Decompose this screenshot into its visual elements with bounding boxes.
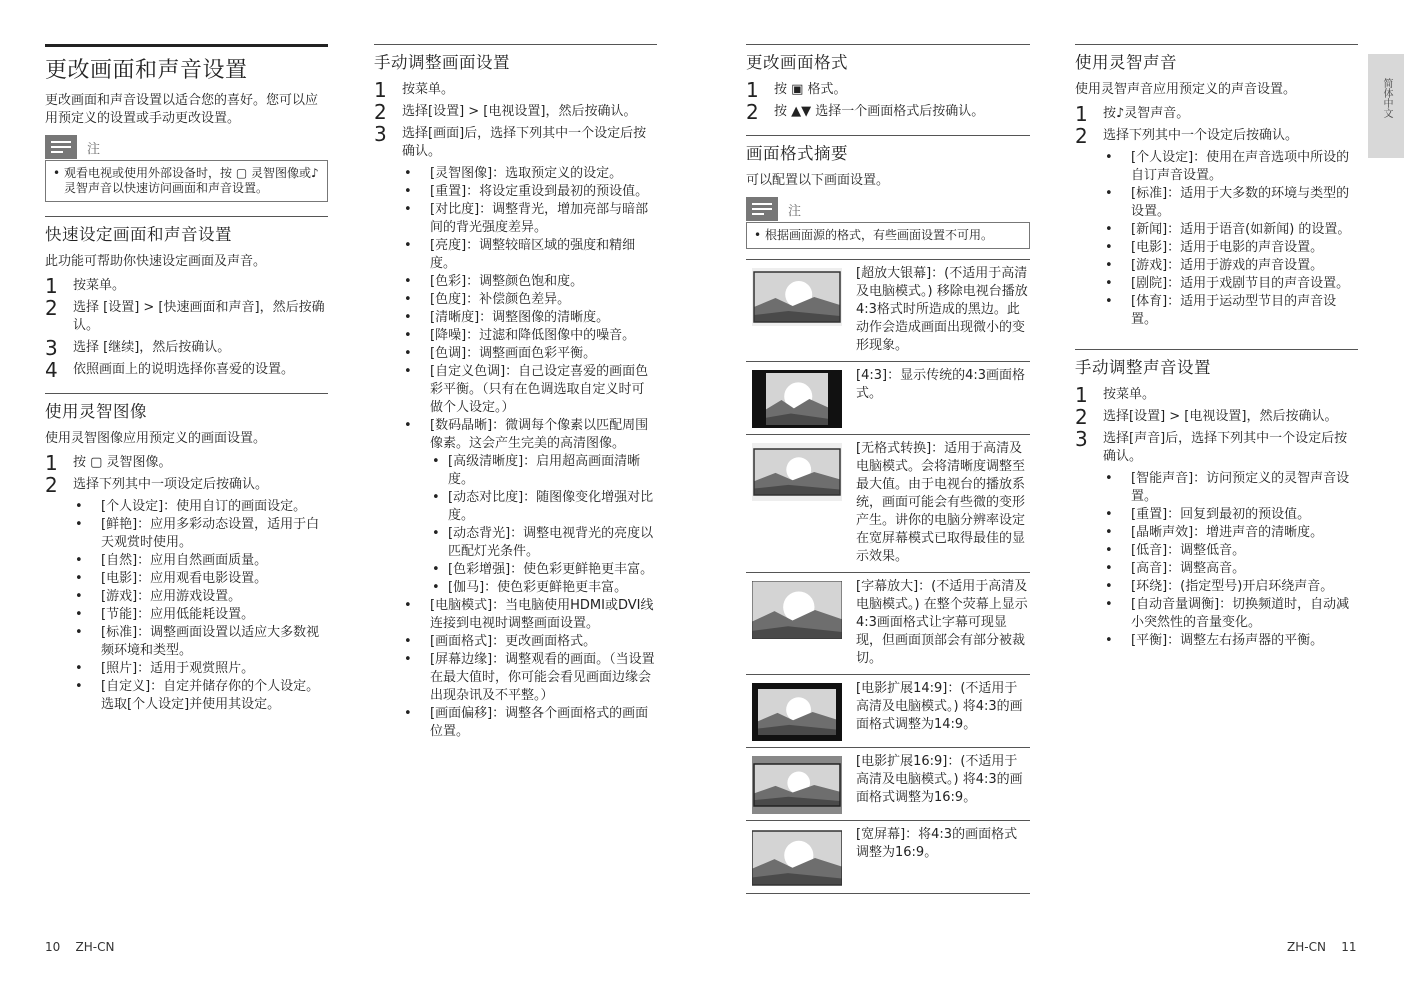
format-description: [电影扩展16:9]：(不适用于高清及电脑模式。) 将4:3的画面格式调整为16:9。 [856,754,1023,805]
title-rule [45,44,328,47]
note-icon [45,135,77,159]
sub-list-item: • [色彩增强]：使色彩更鲜艳更丰富。 [430,561,657,579]
format-description: [字幕放大]：(不适用于高清及电脑模式。) 在整个荧幕上显示4:3画面格式让字幕可现显现，但画面顶部会有部分被裁切。 [856,579,1028,666]
format-thumbnail-149 [752,683,842,741]
section-manual-sound [1075,349,1358,650]
format-thumbnail-43 [752,370,842,428]
step-item: 1 按菜单。 [1075,383,1156,407]
format-description: [4:3]：显示传统的4:3画面格式。 [856,368,1025,401]
note-text: • 观看电视或使用外部设备时，按 ▢ 灵智图像或♪灵智声音以快速访问画面和声音设置。 [45,160,328,202]
list-item: • [画面偏移]：调整各个画面格式的画面位置。 [402,705,657,741]
note-label: 注 [87,141,101,157]
format-thumbnail-subtitle [752,581,842,639]
smart-picture-intro: 使用灵智图像应用预定义的画面设置。 [45,431,267,446]
list-item: • [色度]：补偿颜色差异。 [402,291,657,309]
list-item: • [色彩]：调整颜色饱和度。 [402,273,657,291]
format-thumbnail-superzoom [752,268,842,326]
list-item: • [降噪]：过滤和降低图像中的噪音。 [402,327,657,345]
format-row-169 [746,748,1030,821]
step-item: 3 选择 [继续]，然后按确认。 [45,336,231,360]
manual-picture-heading: 手动调整画面设置 [374,53,510,72]
list-item: • [自定义色调]：自己设定喜爱的画面色彩平衡。（只有在色调选取自定义时可做个人设定。） [402,363,657,417]
column-4 [1075,44,1358,654]
list-item: • [色调]：调整画面色彩平衡。 [402,345,657,363]
format-description: [超放大银幕]：(不适用于高清及电脑模式。) 移除电视台播放4:3格式时所造成的黑边。此动作会造成画面出现微小的变形现象。 [856,266,1028,353]
step-item: 2 按 ▲▼ 选择一个画面格式后按确认。 [746,100,985,124]
list-item: • [新闻]：适用于语音(如新闻) 的设置。 [1103,221,1358,239]
list-item: • [自动音量调衡]：切换频道时，自动减小突然性的音量变化。 [1103,596,1358,632]
step-item: 2 选择 [设置] > [快速画面和声音]，然后按确认。 [45,296,325,333]
sub-list-item: • [高级清晰度]：启用超高画面清晰度。 [430,453,657,489]
note-box [45,134,328,202]
sub-list-item: • [动态背光]：调整电视背光的亮度以匹配灯光条件。 [430,525,657,561]
footer-lang-left: ZH-CN [75,940,115,954]
step-item: 1 按 ▢ 灵智图像。 [45,451,172,475]
list-item: • [照片]：适用于观赏照片。 [73,660,328,678]
language-side-tab [1368,54,1404,158]
list-item: • [电影]：适用于电影的声音设置。 [1103,239,1358,257]
list-item: • [电脑模式]：当电脑使用HDMI或DVI线连接到电视时调整画面设置。 [402,597,657,633]
smart-sound-list [1103,149,1358,329]
column-2 [374,44,657,745]
list-item: • [灵智图像]：选取预定义的设定。 [402,165,657,183]
step-item: 2 选择下列其中一项设定后按确认。 [45,473,269,497]
change-format-heading: 更改画面格式 [746,53,848,72]
list-item: • [屏幕边缘]：调整观看的画面。（当设置在最大值时，你可能会看见画面边缘会出现杂讯及不平整。） [402,651,657,705]
section-quick [45,216,328,382]
format-row-subtitle [746,573,1030,675]
format-row-149 [746,675,1030,748]
section-format-summary [746,135,1030,894]
sub-list-item: • [伽马]：使色彩更鲜艳更丰富。 [430,579,657,597]
list-item: • [画面格式]：更改画面格式。 [402,633,657,651]
list-item: • [清晰度]：调整图像的清晰度。 [402,309,657,327]
footer-lang-right: ZH-CN [1287,940,1326,954]
language-tab-label: 简体中文 [1381,78,1392,118]
note-label: 注 [788,203,802,219]
format-table [746,259,1030,894]
format-row-unscaled [746,435,1030,573]
manual-sound-heading: 手动调整声音设置 [1075,358,1211,377]
footer-left [45,940,114,954]
list-item: • [电影]：应用观看电影设置。 [73,570,328,588]
quick-heading: 快速设定画面和声音设置 [45,225,232,244]
format-row-43 [746,362,1030,435]
list-item: • [鲜艳]：应用多彩动态设置，适用于白天观赏时使用。 [73,516,328,552]
format-description: [无格式转换]：适用于高清及电脑模式。会将清晰度调整至最大值。由于电视台的播放系统，画面可能会有些微的变形产生。讲你的电脑分辨率设定在宽屏幕模式已取得最佳的显示效果。 [856,441,1026,564]
section-change-format [746,44,1030,124]
page-number-left: 10 [45,940,61,954]
list-item: • [数码晶晰]：微调每个像素以匹配周围像素。这会产生完美的高清图像。 • [高级清晰度]：启用超高画面清晰度。 • [动态对比度]：随图像变化增强对比度。 • [动态背光]：调整电视背光的亮度以匹配灯光条件。 • [色彩增强]：使色彩更鲜艳更丰富。 • [伽马]：使色彩更鲜艳更丰富。 [402,417,657,597]
list-item: • [个人设定]：使用自订的画面设定。 [73,498,328,516]
step-item: 3 选择[画面]后，选择下列其中一个设定后按确认。 [374,122,647,159]
step-item: 3 选择[声音]后，选择下列其中一个设定后按确认。 [1075,427,1348,464]
smart-sound-heading: 使用灵智声音 [1075,53,1177,72]
quick-intro: 此功能可帮助你快速设定画面及声音。 [45,254,267,269]
list-item: • [重置]：将设定重设到最初的预设值。 [402,183,657,201]
section-manual-picture [374,44,657,741]
note-box [746,196,1030,249]
step-item: 1 按菜单。 [45,274,126,298]
format-thumbnail-169 [752,756,842,814]
note-icon [746,197,778,221]
page-title: 更改画面和声音设置 [45,58,248,83]
list-item: • [环绕]：(指定型号)开启环绕声音。 [1103,578,1358,596]
step-item: 1 按 ▣ 格式。 [746,78,847,102]
footer-right [1287,940,1356,954]
smart-picture-heading: 使用灵智图像 [45,402,147,421]
list-item: • [剧院]：适用于戏剧节目的声音设置。 [1103,275,1358,293]
list-item: • [低音]：调整低音。 [1103,542,1358,560]
list-item: • [对比度]：调整背光，增加亮部与暗部间的背光强度差异。 [402,201,657,237]
list-item: • [高音]：调整高音。 [1103,560,1358,578]
list-item: • [晶晰声效]：增进声音的清晰度。 [1103,524,1358,542]
list-item: • [重置]：回复到最初的预设值。 [1103,506,1358,524]
step-item: 1 按♪灵智声音。 [1075,102,1190,126]
step-item: 2 选择[设置] > [电视设置]，然后按确认。 [1075,405,1338,429]
list-item: • [游戏]：适用于游戏的声音设置。 [1103,257,1358,275]
list-item: • [体育]：适用于运动型节目的声音设置。 [1103,293,1358,329]
smart-sound-intro: 使用灵智声音应用预定义的声音设置。 [1075,82,1297,97]
step-item: 2 选择下列其中一个设定后按确认。 [1075,124,1299,148]
format-summary-intro: 可以配置以下画面设置。 [746,173,890,188]
list-item: • [标准]：适用于大多数的环境与类型的设置。 [1103,185,1358,221]
section-smart-picture [45,393,328,714]
manual-picture-list [402,165,657,741]
digital-crystal-sub-list [430,453,657,597]
list-item: • [节能]：应用低能耗设置。 [73,606,328,624]
format-row-superzoom [746,260,1030,362]
format-description: [宽屏幕]：将4:3的画面格式调整为16:9。 [856,827,1018,860]
smart-picture-list [73,498,328,714]
format-summary-heading: 画面格式摘要 [746,144,848,163]
list-item: • [智能声音]：访问预定义的灵智声音设置。 [1103,470,1358,506]
step-item: 4 依照画面上的说明选择你喜爱的设置。 [45,358,295,382]
column-3 [746,44,1030,894]
manual-sound-list [1103,470,1358,650]
intro-text: 更改画面和声音设置以适合您的喜好。您可以应用预定义的设置或手动更改设置。 [45,93,319,126]
section-smart-sound [1075,44,1358,329]
format-thumbnail-wide [752,829,842,887]
list-item: • [自然]：应用自然画面质量。 [73,552,328,570]
format-row-wide [746,821,1030,894]
list-item: • [自定义]：自定并储存你的个人设定。选取[个人设定]并使用其设定。 [73,678,328,714]
page-number-right: 11 [1341,940,1357,954]
sub-list-item: • [动态对比度]：随图像变化增强对比度。 [430,489,657,525]
list-item: • [亮度]：调整较暗区域的强度和精细度。 [402,237,657,273]
list-item: • [标准]：调整画面设置以适应大多数视频环境和类型。 [73,624,328,660]
format-thumbnail-unscaled [752,443,842,501]
list-item: • [平衡]：调整左右扬声器的平衡。 [1103,632,1358,650]
note-text: • 根据画面源的格式，有些画面设置不可用。 [746,222,1030,249]
format-description: [电影扩展14:9]：(不适用于高清及电脑模式。) 将4:3的画面格式调整为14:9。 [856,681,1023,732]
list-item: • [个人设定]：使用在声音选项中所设的自订声音设置。 [1103,149,1358,185]
column-1 [45,44,328,718]
list-item: • [游戏]：应用游戏设置。 [73,588,328,606]
step-item: 1 按菜单。 [374,78,455,102]
step-item: 2 选择[设置] > [电视设置]，然后按确认。 [374,100,637,124]
